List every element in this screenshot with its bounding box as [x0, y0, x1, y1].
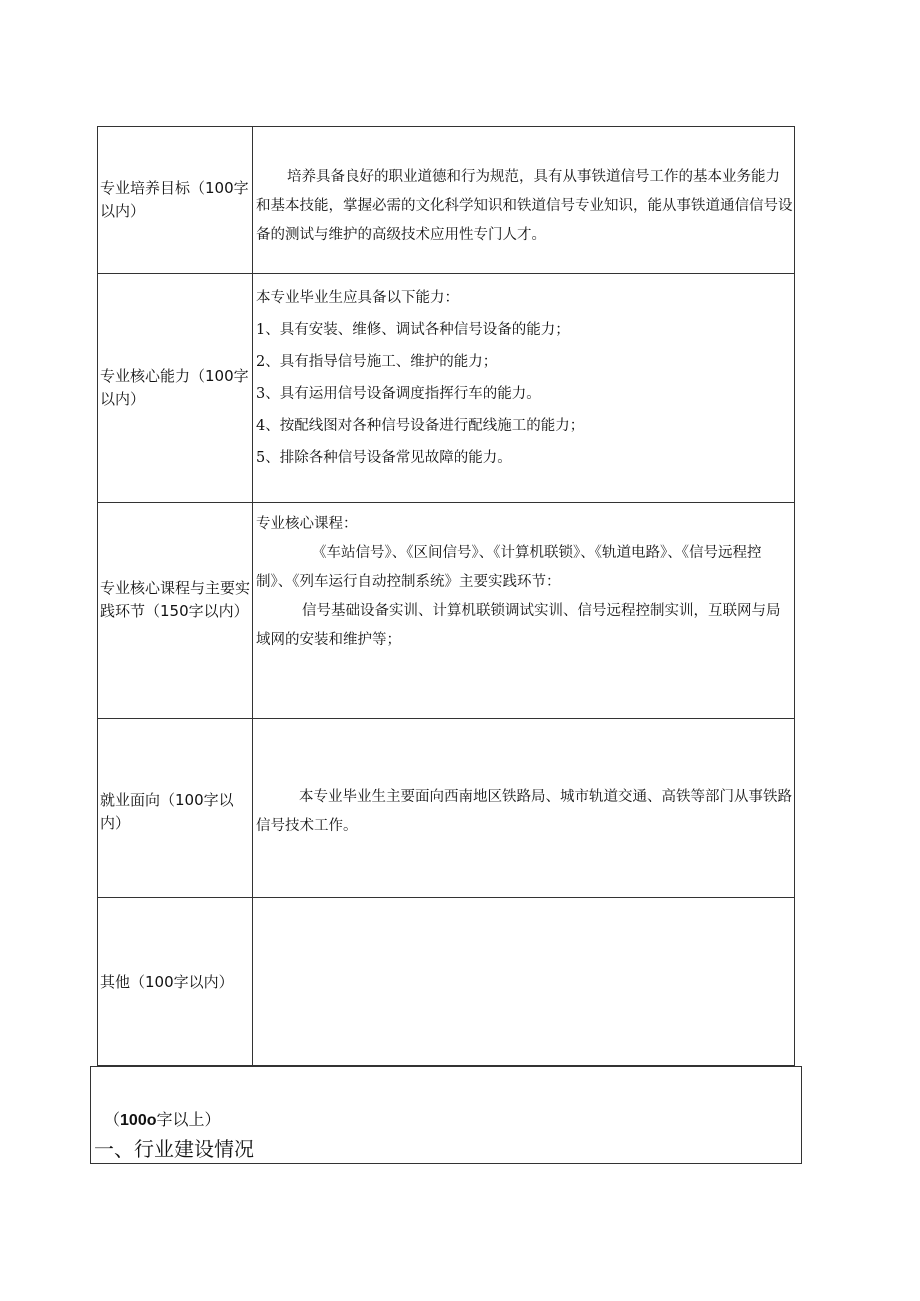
- label-employment: 就业面向（100字以内）: [100, 791, 234, 832]
- practice-list: 信号基础设备实训、计算机联锁调试实训、信号远程控制实训，互联网与局域网的安装和维护等；: [256, 603, 781, 648]
- core-ability-item: 3、具有运用信号设备调度指挥行车的能力。: [256, 386, 541, 402]
- row-divider: [98, 502, 794, 503]
- program-info-table: [97, 126, 795, 1066]
- label-other: 其他（100字以内）: [100, 973, 234, 991]
- row-divider: [98, 273, 794, 274]
- training-objective-text: 培养具备良好的职业道德和行为规范，具有从事铁道信号工作的基本业务能力和基本技能，掌握必需的文化科学知识和铁道信号专业知识，能从事铁道通信信号设备的测试与维护的高级技术应用性专门人才。: [256, 169, 793, 243]
- word-count-note: （100o字以上）: [104, 1112, 221, 1129]
- core-ability-list: [256, 283, 794, 473]
- label-training-objective: 专业培养目标（100字以内）: [100, 179, 249, 220]
- row-divider: [98, 897, 794, 898]
- section-heading: 一、行业建设情况: [94, 1137, 254, 1161]
- core-ability-item: 4、按配线图对各种信号设备进行配线施工的能力；: [256, 418, 585, 434]
- core-courses-intro: 专业核心课程：: [256, 516, 358, 532]
- row-divider: [98, 718, 794, 719]
- industry-section-box: [90, 1066, 802, 1164]
- core-courses-text: [256, 510, 794, 655]
- core-ability-intro: 本专业毕业生应具备以下能力：: [256, 290, 459, 306]
- label-core-ability: 专业核心能力（100字以内）: [100, 367, 249, 408]
- column-divider: [252, 127, 253, 1065]
- label-core-courses: 专业核心课程与主要实践环节（150字以内）: [100, 579, 251, 620]
- employment-text: 本专业毕业生主要面向西南地区铁路局、城市轨道交通、高铁等部门从事铁路信号技术工作。: [256, 789, 792, 834]
- core-ability-item: 2、具有指导信号施工、维护的能力；: [256, 354, 498, 370]
- core-ability-item: 1、具有安装、维修、调试各种信号设备的能力；: [256, 322, 570, 338]
- core-courses-list: 《车站信号》、《区间信号》、《计算机联锁》、《轨道电路》、《信号远程控制》、《列车运行自动控制系统》主要实践环节：: [256, 545, 762, 590]
- core-ability-item: 5、排除各种信号设备常见故障的能力。: [256, 450, 512, 466]
